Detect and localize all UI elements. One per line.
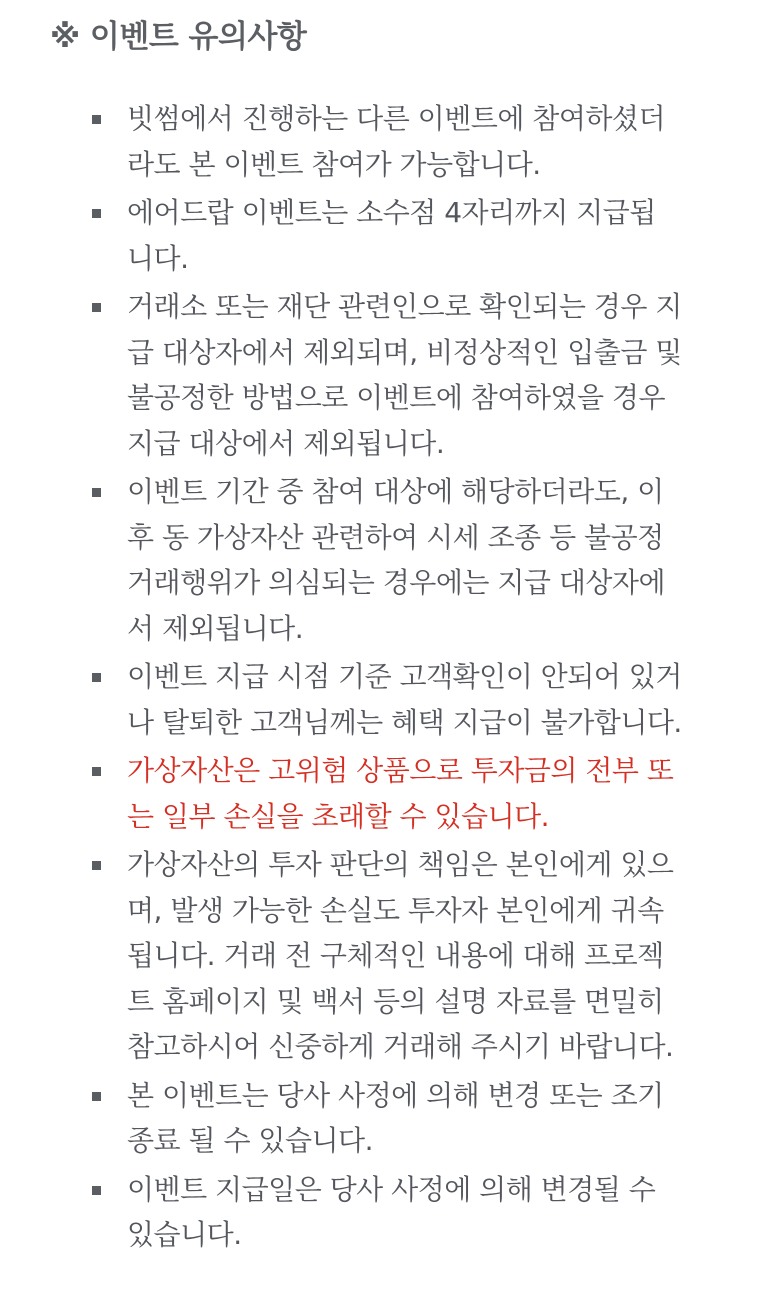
notice-item — [0, 469, 773, 651]
square-bullet-icon — [92, 767, 101, 776]
notice-item-text-line: 빗썸에서 진행하는 다른 이벤트에 참여하셨더 — [127, 102, 666, 135]
notice-item — [0, 190, 773, 281]
square-bullet-icon — [92, 488, 101, 497]
notice-item-text-line: 나 탈퇴한 고객님께는 혜택 지급이 불가합니다. — [127, 705, 682, 739]
square-bullet-icon — [92, 209, 101, 218]
notice-title: ※ 이벤트 유의사항 — [50, 19, 307, 55]
notice-item-text-line: 라도 본 이벤트 참여가 가능합니다. — [127, 147, 541, 181]
notice-item-text-line: 거래소 또는 재단 관련인으로 확인되는 경우 지 — [127, 290, 682, 323]
notice-item-text-line: 급 대상자에서 제외되며, 비정상적인 입출금 및 — [127, 335, 682, 369]
notice-item-text-line: 에어드랍 이벤트는 소수점 4자리까지 지급됩 — [127, 196, 656, 229]
notice-item-text-line: 지급 대상에서 제외됩니다. — [127, 426, 445, 460]
notice-item-text-line: 니다. — [127, 241, 189, 275]
square-bullet-icon — [92, 673, 101, 682]
notice-item — [0, 96, 773, 187]
notice-item-text-line: 참고하시어 신중하게 거래해 주시기 바랍니다. — [127, 1030, 674, 1063]
notice-item — [0, 654, 773, 745]
square-bullet-icon — [92, 861, 101, 870]
notice-item-text-line: 불공정한 방법으로 이벤트에 참여하였을 경우 — [127, 381, 666, 414]
notice-item-text-line: 가상자산의 투자 판단의 책임은 본인에게 있으 — [127, 848, 674, 881]
square-bullet-icon — [92, 1186, 101, 1195]
notice-item-text-line: 가상자산은 고위험 상품으로 투자금의 전부 또 — [127, 754, 674, 787]
notice-item-text-line: 이벤트 기간 중 참여 대상에 해당하더라도, 이 — [127, 475, 664, 508]
square-bullet-icon — [92, 1092, 101, 1101]
notice-item — [0, 1073, 773, 1164]
square-bullet-icon — [92, 303, 101, 312]
square-bullet-icon — [92, 115, 101, 124]
notice-item — [0, 284, 773, 466]
notice-item-text-line: 며, 발생 가능한 손실도 투자자 본인에게 귀속 — [127, 893, 664, 927]
notice-item-text-line: 있습니다. — [127, 1218, 242, 1251]
notice-item — [0, 842, 773, 1070]
notice-item-text-line: 거래행위가 의심되는 경우에는 지급 대상자에 — [127, 566, 666, 599]
notice-item-text-line: 는 일부 손실을 초래할 수 있습니다. — [127, 799, 550, 833]
notice-item — [0, 1167, 773, 1258]
notice-item-warning — [0, 748, 773, 839]
notice-item-text-line: 이벤트 지급일은 당사 사정에 의해 변경될 수 — [127, 1172, 656, 1206]
notice-list — [0, 96, 773, 1261]
notice-item-text-line: 후 동 가상자산 관련하여 시세 조종 등 불공정 — [127, 520, 664, 554]
notice-item-text-line: 종료 될 수 있습니다. — [127, 1124, 373, 1157]
notice-item-text-line: 트 홈페이지 및 백서 등의 설명 자료를 면밀히 — [127, 984, 664, 1018]
notice-item-text-line: 됩니다. 거래 전 구체적인 내용에 대해 프로젝 — [127, 939, 664, 972]
notice-item-text-line: 본 이벤트는 당사 사정에 의해 변경 또는 조기 — [127, 1078, 664, 1112]
notice-item-text-line: 서 제외됩니다. — [127, 611, 304, 645]
notice-item-text-line: 이벤트 지급 시점 기준 고객확인이 안되어 있거 — [127, 660, 682, 693]
